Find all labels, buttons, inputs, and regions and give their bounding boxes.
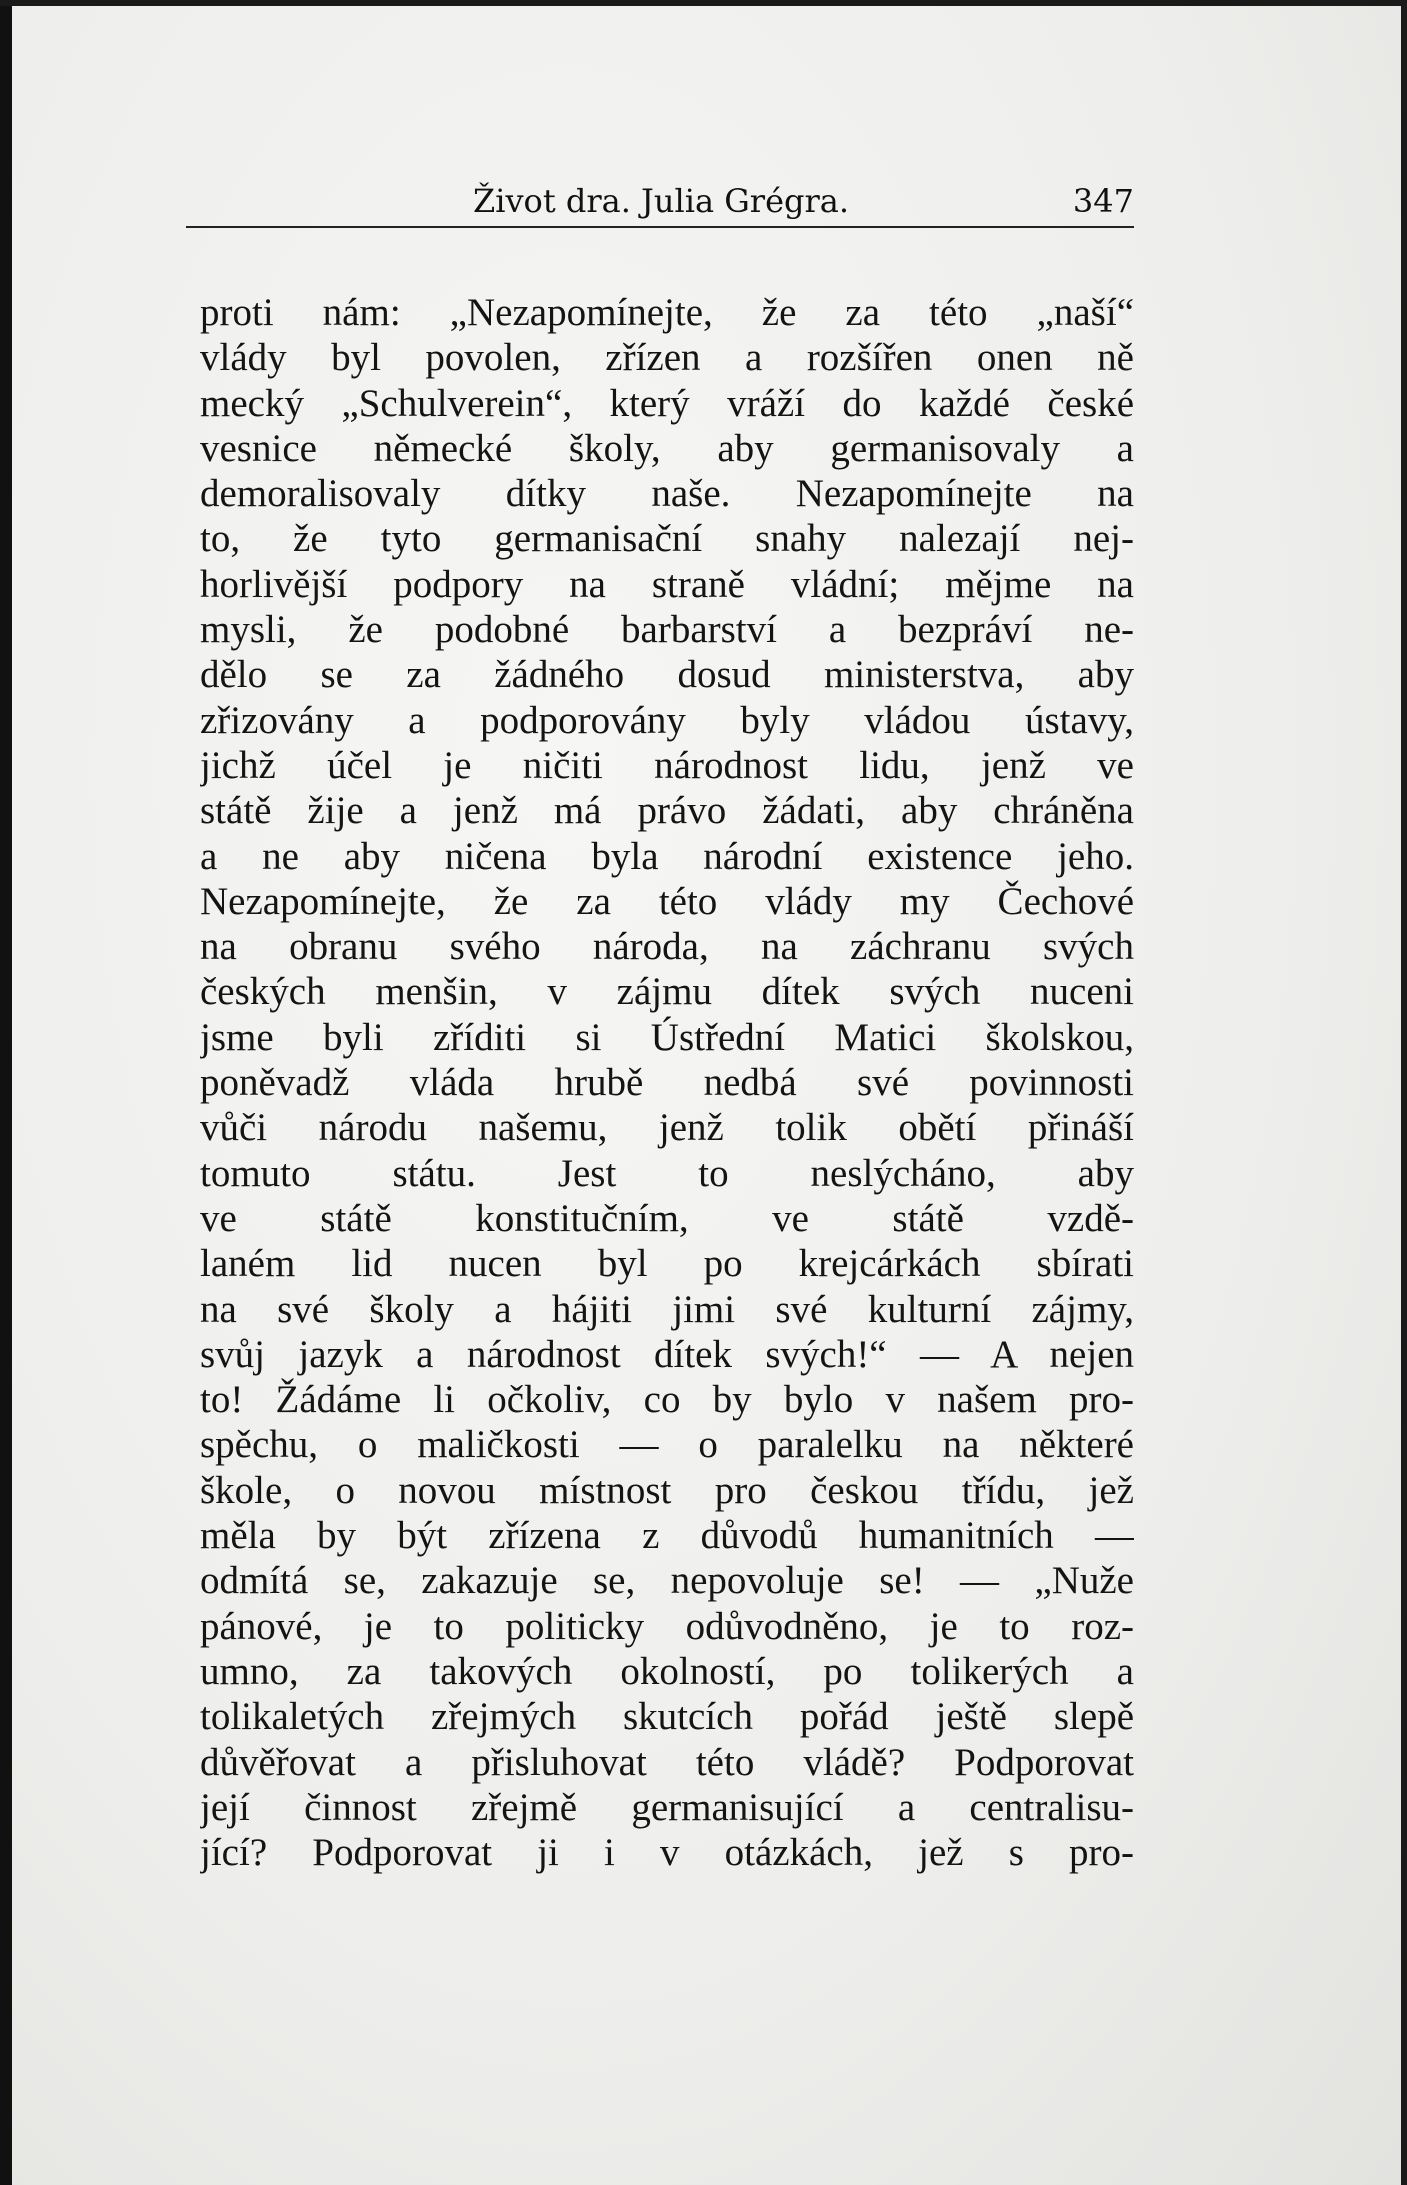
text-line: to, že tyto germanisační snahy nalezají nej-: [200, 517, 1134, 561]
text-line: měla by být zřízena z důvodů humanitních —: [200, 1514, 1134, 1558]
page-header: [186, 178, 1134, 228]
text-line: škole, o novou místnost pro českou třídu, jež: [200, 1468, 1134, 1512]
text-line: jichž účel je ničiti národnost lidu, jenž ve: [200, 743, 1134, 787]
text-line: českých menšin, v zájmu dítek svých nuceni: [200, 970, 1134, 1014]
text-line: poněvadž vláda hrubě nedbá své povinnosti: [200, 1061, 1134, 1105]
text-line: tolikaletých zřejmých skutcích pořád ještě slepě: [200, 1695, 1134, 1739]
body-text: [200, 290, 1134, 1875]
scan-right-edge: [1401, 0, 1407, 2185]
text-line: na obranu svého národa, na záchranu svých: [200, 925, 1134, 969]
text-line: demoralisovaly dítky naše. Nezapomínejte na: [200, 472, 1134, 516]
text-line: pánové, je to politicky odůvodněno, je to roz-: [200, 1604, 1134, 1648]
running-title: Život dra. Julia Grégra.: [473, 182, 850, 220]
text-line: horlivější podpory na straně vládní; mějme na: [200, 562, 1134, 606]
text-line: jsme byli zříditi si Ústřední Matici školskou,: [200, 1015, 1134, 1059]
text-line: zřizovány a podporovány byly vládou ústavy,: [200, 698, 1134, 742]
text-line: to! Žádáme li očkoliv, co by bylo v našem pro-: [200, 1378, 1134, 1422]
scan-top-edge: [0, 0, 1407, 6]
text-line: odmítá se, zakazuje se, nepovoluje se! — „Nuže: [200, 1559, 1134, 1603]
text-line: jící? Podporovat ji i v otázkách, jež s pro-: [200, 1831, 1134, 1875]
text-line: proti nám: „Nezapomínejte, že za této „naší“: [200, 291, 1134, 334]
text-line: důvěřovat a přisluhovat této vládě? Podporovat: [200, 1740, 1134, 1784]
text-line: státě žije a jenž má právo žádati, aby chráněna: [200, 789, 1134, 833]
text-line: svůj jazyk a národnost dítek svých!“ — A nejen: [200, 1332, 1134, 1376]
text-line: vesnice německé školy, aby germanisovaly a: [200, 426, 1134, 470]
text-line: tomuto státu. Jest to neslýcháno, aby: [200, 1151, 1134, 1195]
text-line: ve státě konstitučním, ve státě vzdě-: [200, 1196, 1134, 1240]
text-line: umno, za takových okolností, po tolikerých a: [200, 1649, 1134, 1693]
text-line: Nezapomínejte, že za této vlády my Čechové: [200, 879, 1134, 923]
text-line: mecký „Schulverein“, který vráží do každé české: [200, 381, 1134, 425]
text-line: laném lid nucen byl po krejcárkách sbírati: [200, 1242, 1134, 1286]
text-line: její činnost zřejmě germanisující a centralisu-: [200, 1785, 1134, 1829]
text-line: mysli, že podobné barbarství a bezpráví ne-: [200, 608, 1134, 652]
text-line: a ne aby ničena byla národní existence jeho.: [200, 834, 1134, 878]
page-number: 347: [1072, 182, 1134, 220]
text-line: vlády byl povolen, zřízen a rozšířen onen ně: [200, 336, 1134, 380]
text-line: na své školy a hájiti jimi své kulturní zájmy,: [200, 1287, 1134, 1331]
text-line: dělo se za žádného dosud ministerstva, aby: [200, 653, 1134, 697]
text-line: spěchu, o maličkosti — o paralelku na některé: [200, 1423, 1134, 1467]
binding-edge: [0, 0, 12, 2185]
text-line: vůči národu našemu, jenž tolik obětí přináší: [200, 1106, 1134, 1150]
